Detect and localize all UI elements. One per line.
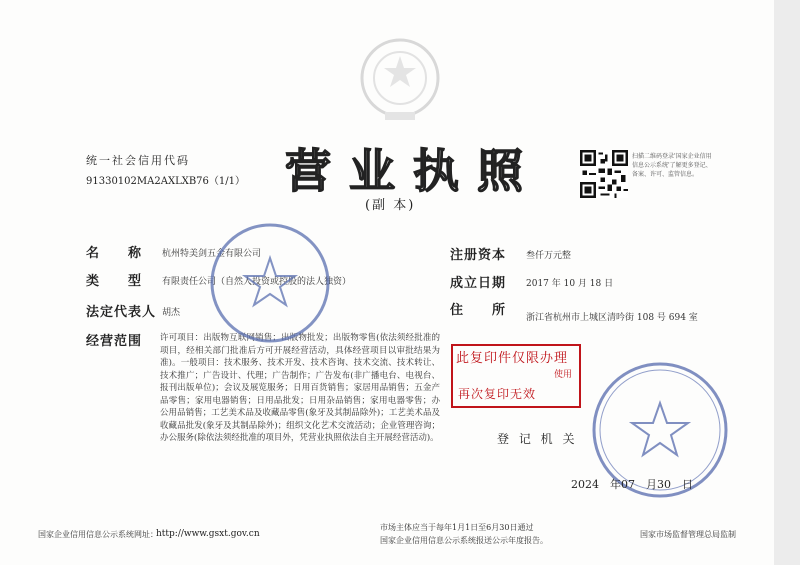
copy-restriction-stamp bbox=[450, 343, 582, 409]
legal-rep-label: 法定代表人 bbox=[86, 305, 157, 320]
legal-rep-value: 胡杰 bbox=[162, 308, 181, 318]
name-value: 杭州特美剑五金有限公司 bbox=[162, 249, 262, 259]
capital-value: 叁仟万元整 bbox=[526, 251, 572, 261]
business-scope-value: 许可项目：出版物互联网销售；出版物批发；出版物零售(依法须经批准的项目，经相关部门批准后方可开展经营活动，具体经营项目以审批结果为准)。一般项目：技术服务、技术开发、技术咨询、技术交流、技术转让、技术推广；广告设计、代理；广告制作；广告发布(非广播电台、电视台、报刊出版单位)；会议及展览服务；日用百货销售；家居用品销售；五金产品零售；家用电器销售；日用品批发；日用杂品销售；家用电器零售；办公用品销售；工艺美术品及收藏品零售(象牙及其制品除外)；工艺美术品及收藏品批发(象牙及其制品除外)；组织文化艺术交流活动；企业管理咨询；办公服务(除依法须经批准的项目外，凭营业执照依法自主开展经营活动)。 bbox=[160, 333, 440, 443]
capital-label: 注册资本 bbox=[450, 248, 507, 263]
type-label: 类 型 bbox=[86, 274, 143, 289]
footer-notice-line-1: 市场主体应当于每年1月1日至6月30日通过 bbox=[380, 523, 534, 532]
credit-code-label: 统一社会信用代码 bbox=[86, 154, 190, 167]
type-value: 有限责任公司（自然人投资或控股的法人独资） bbox=[162, 277, 352, 287]
established-date-value: 2017 年 10 月 18 日 bbox=[526, 279, 614, 289]
footer-supervisor: 国家市场监督管理总局监制 bbox=[640, 530, 736, 539]
qr-note: 扫描二维码登录'国家企业信用信息公示系统'了解更多登记、备案、许可、监管信息。 bbox=[632, 153, 712, 178]
address-value: 浙江省杭州市上城区清吟街 108 号 694 室 bbox=[526, 313, 698, 323]
company-seal-icon bbox=[205, 218, 335, 348]
established-date-label: 成立日期 bbox=[450, 276, 507, 291]
license-title: 营业执照 bbox=[285, 144, 541, 198]
qr-code-icon bbox=[580, 150, 628, 198]
footer-notice-line-2: 国家企业信用信息公示系统报送公示年度报告。 bbox=[380, 536, 548, 545]
stamp-line-1: 此复印件仅限办理 bbox=[456, 351, 569, 366]
license-subtitle: (副 本) bbox=[365, 198, 416, 213]
registration-authority-label: 登 记 机 关 bbox=[497, 432, 578, 446]
name-label: 名 称 bbox=[86, 246, 143, 261]
stamp-line-2: 使用 bbox=[554, 370, 573, 380]
business-scope-label: 经营范围 bbox=[86, 334, 143, 349]
footer-system-label: 国家企业信用信息公示系统网址： bbox=[38, 530, 158, 539]
stamp-line-3: 再次复印无效 bbox=[458, 387, 537, 401]
credit-code-value: 91330102MA2AXLXB76（1/1） bbox=[86, 176, 245, 187]
scan-edge-shadow bbox=[774, 0, 800, 565]
national-emblem-icon bbox=[350, 30, 450, 130]
address-label: 住 所 bbox=[450, 303, 507, 318]
registration-date: 2024 年07 月30 日 bbox=[571, 478, 693, 491]
footer-url-link[interactable]: http://www.gsxt.gov.cn bbox=[156, 529, 260, 539]
